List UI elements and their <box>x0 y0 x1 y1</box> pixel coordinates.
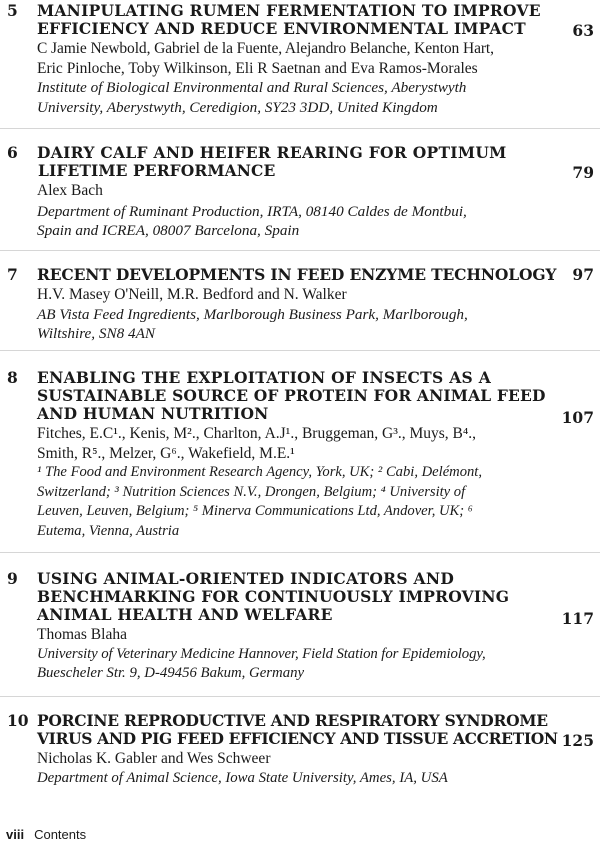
chapter-body <box>37 2 557 117</box>
entry-divider <box>0 552 600 553</box>
chapter-title-line: SUSTAINABLE SOURCE OF PROTEIN FOR ANIMAL FEED <box>37 386 546 405</box>
running-footer-section: Contents <box>34 827 87 842</box>
chapter-number: 10 <box>7 711 29 730</box>
chapter-title-line: EFFICIENCY AND REDUCE ENVIRONMENTAL IMPACT <box>37 19 526 38</box>
chapter-authors-line: Nicholas K. Gabler and Wes Schweer <box>37 750 271 767</box>
chapter-affiliation-line: Buescheler Str. 9, D-49456 Bakum, Germany <box>37 665 305 681</box>
chapter-body <box>37 144 557 241</box>
chapter-title-line: ENABLING THE EXPLOITATION OF INSECTS AS A <box>37 368 492 387</box>
page-folio: viii <box>6 827 25 842</box>
chapter-authors-line: Thomas Blaha <box>37 626 127 643</box>
entry-divider <box>0 696 600 697</box>
chapter-authors-line: Smith, R⁵., Melzer, G⁶., Wakefield, M.E.¹ <box>37 444 295 462</box>
chapter-title-line: MANIPULATING RUMEN FERMENTATION TO IMPROVE <box>37 1 541 20</box>
chapter-affiliation-line: University of Veterinary Medicine Hannover, Field Station for Epidemiology, <box>37 645 486 662</box>
chapter-number: 5 <box>7 1 18 20</box>
chapter-number: 6 <box>7 143 18 162</box>
chapter-title-line: USING ANIMAL-ORIENTED INDICATORS AND <box>37 569 455 588</box>
chapter-title-line: LIFETIME PERFORMANCE <box>38 161 276 180</box>
chapter-body <box>37 712 557 788</box>
chapter-title-line: RECENT DEVELOPMENTS IN FEED ENZYME TECHNOLOGY <box>37 265 557 284</box>
chapter-authors-line: Alex Bach <box>37 182 103 199</box>
chapter-affiliation-line: Department of Animal Science, Iowa State University, Ames, IA, USA <box>37 769 448 786</box>
chapter-affiliation-line: Department of Ruminant Production, IRTA, 08140 Caldes de Montbui, <box>37 202 467 220</box>
entry-divider <box>0 250 600 251</box>
chapter-page-number: 97 <box>572 265 594 284</box>
chapter-page-number: 125 <box>561 731 594 750</box>
chapter-affiliation-line: Wiltshire, SN8 4AN <box>37 325 155 342</box>
chapter-page-number: 79 <box>572 163 594 182</box>
chapter-authors-line: H.V. Masey O'Neill, M.R. Bedford and N. Walker <box>37 286 347 303</box>
chapter-affiliation-line: Leuven, Leuven, Belgium; ⁵ Minerva Communications Ltd, Andover, UK; ⁶ <box>37 503 473 519</box>
chapter-affiliation-line: Institute of Biological Environmental and Rural Sciences, Aberystwyth <box>37 79 467 96</box>
chapter-affiliation-line: Spain and ICREA, 08007 Barcelona, Spain <box>37 222 300 239</box>
chapter-title-line: DAIRY CALF AND HEIFER REARING FOR OPTIMUM <box>37 143 507 162</box>
chapter-authors-line: Eric Pinloche, Toby Wilkinson, Eli R Saetnan and Eva Ramos-Morales <box>37 59 478 77</box>
chapter-authors-line: C Jamie Newbold, Gabriel de la Fuente, Alejandro Belanche, Kenton Hart, <box>37 40 494 57</box>
chapter-authors-line: Fitches, E.C¹., Kenis, M²., Charlton, A.J¹., Bruggeman, G³., Muys, B⁴., <box>37 425 477 442</box>
chapter-page-number: 107 <box>561 408 594 427</box>
chapter-title-line: ANIMAL HEALTH AND WELFARE <box>37 605 333 624</box>
chapter-affiliation-line: AB Vista Feed Ingredients, Marlborough Business Park, Marlborough, <box>37 305 468 323</box>
page-footer <box>6 827 86 843</box>
chapter-page-number: 117 <box>561 609 594 628</box>
chapter-title-line: AND HUMAN NUTRITION <box>37 404 269 423</box>
chapter-body <box>37 266 557 344</box>
chapter-title-line: BENCHMARKING FOR CONTINUOUSLY IMPROVING <box>37 587 510 606</box>
chapter-number: 8 <box>7 368 18 387</box>
entry-divider <box>0 350 600 351</box>
chapter-title-line: VIRUS AND PIG FEED EFFICIENCY AND TISSUE ACCRETION <box>37 729 558 748</box>
chapter-body <box>37 570 557 684</box>
chapter-body <box>37 369 557 541</box>
chapter-affiliation-line: Switzerland; ³ Nutrition Sciences N.V., Drongen, Belgium; ⁴ University of <box>37 483 466 500</box>
chapter-number: 9 <box>7 569 18 588</box>
chapter-title-line: PORCINE REPRODUCTIVE AND RESPIRATORY SYNDROME <box>37 711 548 730</box>
chapter-number: 7 <box>7 265 18 284</box>
chapter-affiliation-line: ¹ The Food and Environment Research Agency, York, UK; ² Cabi, Delémont, <box>37 464 483 480</box>
entry-divider <box>0 128 600 129</box>
chapter-affiliation-line: University, Aberystwyth, Ceredigion, SY23 3DD, United Kingdom <box>37 98 438 116</box>
chapter-page-number: 63 <box>572 21 594 40</box>
chapter-affiliation-line: Eutema, Vienna, Austria <box>37 522 180 539</box>
